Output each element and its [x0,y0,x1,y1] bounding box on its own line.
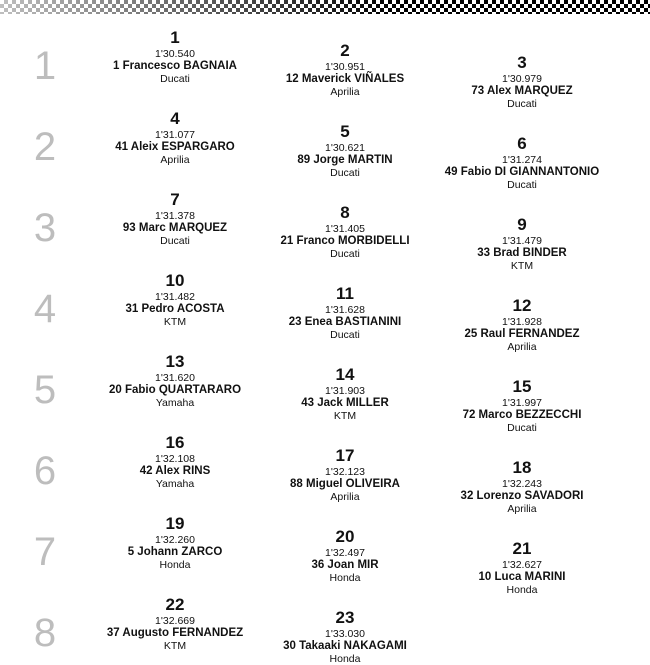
grid-slot [422,216,622,272]
grid-slot [422,297,622,353]
grid-row-number: 4 [33,287,57,331]
team-name: Ducati [160,235,190,247]
team-name: Aprilia [330,491,360,503]
grid-position: 18 [512,458,532,477]
team-name: Aprilia [507,503,537,515]
grid-row-number: 1 [33,44,57,88]
rider-name: 93 Marc MARQUEZ [122,222,228,234]
team-name: Honda [329,572,361,584]
grid-slot [245,204,445,260]
team-name: Ducati [160,73,190,85]
grid-position: 10 [165,271,185,290]
lap-time: 1'32.260 [155,534,195,546]
team-name: Ducati [330,167,360,179]
grid-slot [422,54,622,110]
team-name: Ducati [330,329,360,341]
lap-time: 1'32.669 [155,615,195,627]
team-name: KTM [163,316,187,328]
rider-name: 21 Franco MORBIDELLI [280,235,410,247]
lap-time: 1'31.378 [155,210,195,222]
grid-position: 13 [165,352,185,371]
grid-position: 16 [165,433,185,452]
grid-position: 5 [340,122,350,141]
grid-position: 20 [335,527,355,546]
grid-row-number: 5 [33,368,57,412]
team-name: Honda [506,584,538,596]
lap-time: 1'31.482 [155,291,195,303]
lap-time: 1'30.951 [325,61,365,73]
rider-name: 12 Maverick VIÑALES [285,73,405,85]
rider-name: 1 Francesco BAGNAIA [113,60,237,72]
grid-slot [245,528,445,584]
rider-name: 41 Aleix ESPARGARO [115,141,235,153]
grid-row-number: 6 [33,449,57,493]
rider-name: 5 Johann ZARCO [127,546,223,558]
grid-row-number: 2 [33,125,57,169]
rider-name: 36 Joan MIR [311,559,379,571]
grid-slot [245,285,445,341]
rider-name: 32 Lorenzo SAVADORI [460,490,584,502]
grid-position: 4 [170,109,180,128]
lap-time: 1'31.274 [502,154,542,166]
team-name: Ducati [507,179,537,191]
lap-time: 1'31.479 [502,235,542,247]
team-name: Aprilia [507,341,537,353]
rider-name: 88 Miguel OLIVEIRA [290,478,400,490]
grid-position: 1 [170,28,180,47]
grid-position: 6 [517,134,527,153]
team-name: Honda [159,559,191,571]
lap-time: 1'31.620 [155,372,195,384]
grid-position: 22 [165,595,185,614]
grid-position: 12 [512,296,532,315]
grid-position: 21 [512,539,532,558]
grid-row-number: 7 [33,530,57,574]
lap-time: 1'32.627 [502,559,542,571]
rider-name: 37 Augusto FERNANDEZ [106,627,244,639]
lap-time: 1'30.540 [155,48,195,60]
lap-time: 1'33.030 [325,628,365,640]
grid-position: 2 [340,41,350,60]
rider-name: 43 Jack MILLER [301,397,389,409]
lap-time: 1'31.997 [502,397,542,409]
rider-name: 25 Raul FERNANDEZ [464,328,580,340]
team-name: Aprilia [160,154,190,166]
grid-position: 23 [335,608,355,627]
lap-time: 1'32.243 [502,478,542,490]
rider-name: 31 Pedro ACOSTA [125,303,225,315]
rider-name: 73 Alex MARQUEZ [471,85,573,97]
grid-slot [245,447,445,503]
rider-name: 42 Alex RINS [139,465,211,477]
lap-time: 1'31.405 [325,223,365,235]
grid-slot [422,459,622,515]
team-name: KTM [163,640,187,652]
grid-position: 3 [517,53,527,72]
lap-time: 1'32.123 [325,466,365,478]
lap-time: 1'32.108 [155,453,195,465]
grid-slot [422,378,622,434]
lap-time: 1'30.621 [325,142,365,154]
rider-name: 33 Brad BINDER [477,247,567,259]
rider-name: 23 Enea BASTIANINI [288,316,402,328]
rider-name: 30 Takaaki NAKAGAMI [283,640,407,652]
team-name: Ducati [507,422,537,434]
grid-position: 17 [335,446,355,465]
rider-name: 89 Jorge MARTIN [297,154,393,166]
grid-row-number: 3 [33,206,57,250]
lap-time: 1'32.497 [325,547,365,559]
grid-slot [245,609,445,665]
grid-position: 7 [170,190,180,209]
grid-slot [245,123,445,179]
rider-name: 72 Marco BEZZECCHI [462,409,582,421]
team-name: KTM [510,260,534,272]
lap-time: 1'31.928 [502,316,542,328]
team-name: Honda [329,653,361,665]
grid-slot [422,135,622,191]
grid-position: 14 [335,365,355,384]
rider-name: 10 Luca MARINI [478,571,566,583]
lap-time: 1'30.979 [502,73,542,85]
team-name: Ducati [507,98,537,110]
grid-position: 9 [517,215,527,234]
team-name: Yamaha [155,397,195,409]
grid-slot [245,42,445,98]
grid-position: 8 [340,203,350,222]
grid-slot [422,540,622,596]
grid-slot [245,366,445,422]
rider-name: 20 Fabio QUARTARARO [108,384,242,396]
rider-name: 49 Fabio DI GIANNANTONIO [444,166,600,178]
lap-time: 1'31.628 [325,304,365,316]
team-name: Yamaha [155,478,195,490]
grid-position: 11 [336,284,354,303]
grid-row-number: 8 [33,611,57,655]
grid-position: 19 [165,514,185,533]
lap-time: 1'31.903 [325,385,365,397]
grid-position: 15 [512,377,532,396]
team-name: KTM [333,410,357,422]
lap-time: 1'31.077 [155,129,195,141]
team-name: Aprilia [330,86,360,98]
team-name: Ducati [330,248,360,260]
